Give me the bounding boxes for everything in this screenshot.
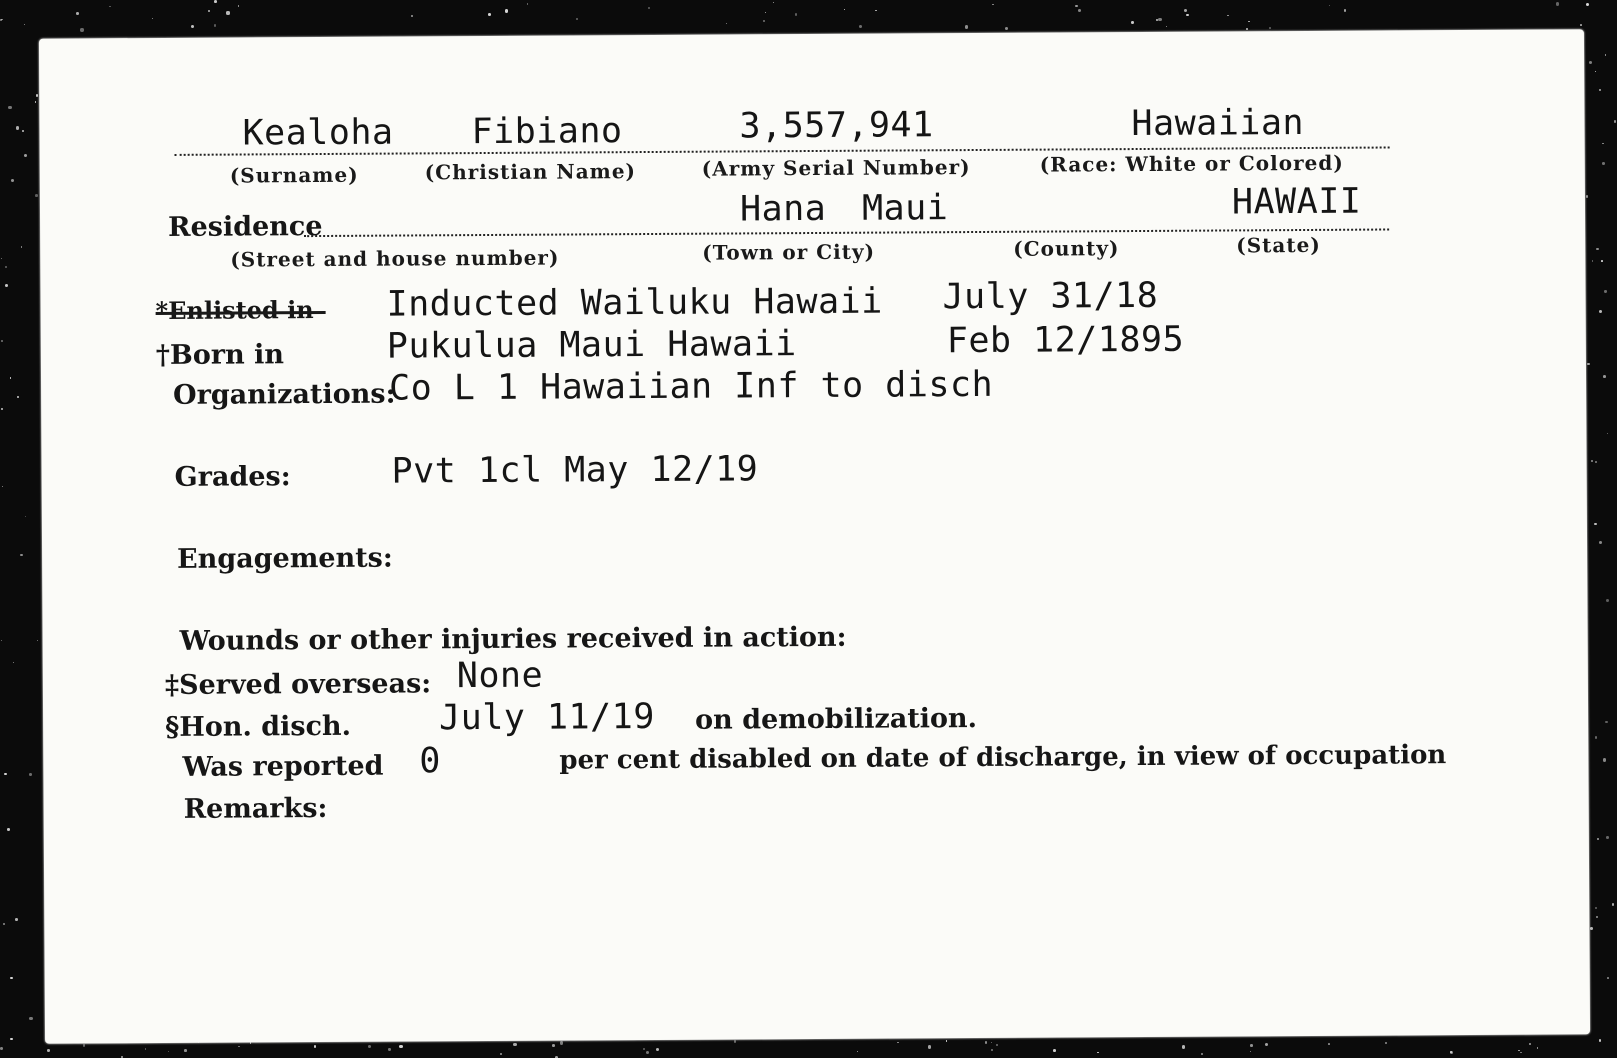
grades-label: Grades: [174,461,291,493]
christian-name-value: Fibiano [471,111,623,153]
noise-speck [1078,9,1081,12]
noise-speck [1590,927,1593,930]
remarks-label: Remarks: [183,792,328,825]
noise-speck [1601,260,1603,262]
noise-speck [368,1045,371,1048]
noise-speck [1,408,2,409]
noise-speck [1607,977,1609,979]
noise-speck [1250,1044,1253,1047]
noise-speck [1246,28,1248,30]
noise-speck [5,284,8,287]
noise-speck [1186,14,1188,16]
noise-speck [1328,1043,1330,1045]
enlisted-date: July 31/18 [942,275,1159,318]
disability-suffix: per cent disabled on date of discharge, in view of occupation [559,740,1447,776]
noise-speck [946,1040,948,1042]
enlisted-value: Inducted Wailuku Hawaii [386,281,883,325]
noise-speck [7,828,10,831]
engagements-label: Engagements: [177,542,393,575]
noise-speck [1594,523,1597,526]
noise-speck [1596,916,1598,918]
noise-speck [11,179,14,182]
street-caption: (Street and house number) [230,245,560,272]
noise-speck [726,23,727,24]
born-date: Feb 12/1895 [946,319,1185,362]
noise-speck [1537,1047,1538,1048]
race-value: Hawaiian [1131,103,1305,145]
noise-speck [1595,461,1597,463]
noise-speck [1599,89,1600,90]
noise-speck [399,1045,402,1048]
state-caption: (State) [1236,232,1321,258]
noise-speck [1592,260,1594,262]
noise-speck [8,106,11,109]
residence-label: Residence [168,211,323,243]
noise-speck [1587,363,1590,366]
noise-speck [488,13,491,16]
born-value: Pukulua Maui Hawaii [386,324,797,367]
noise-speck [875,10,876,11]
noise-speck [1586,3,1589,6]
noise-speck [1,340,3,342]
noise-speck [76,12,79,15]
noise-speck [1595,71,1596,72]
noise-speck [1606,836,1609,839]
noise-speck [734,1040,737,1043]
noise-speck [513,1043,516,1046]
discharge-value: July 11/19 [438,696,655,739]
noise-speck [214,0,217,3]
noise-speck [1450,1051,1453,1054]
noise-speck [897,1042,899,1044]
noise-speck [500,1053,502,1055]
noise-speck [991,1042,992,1043]
residence-dotted-line [304,228,1389,237]
noise-speck [928,1045,931,1048]
noise-speck [765,12,766,13]
noise-speck [152,18,154,20]
noise-speck [0,19,1,20]
noise-speck [1595,907,1597,909]
noise-speck [17,396,19,398]
noise-speck [314,1045,316,1047]
disability-value: 0 [419,741,442,782]
noise-speck [47,1049,50,1052]
noise-speck [168,1051,169,1052]
noise-speck [35,194,38,197]
noise-speck [29,1017,32,1020]
noise-speck [214,24,217,27]
noise-speck [24,154,27,157]
noise-speck [1520,1052,1521,1053]
noise-speck [643,1048,645,1050]
noise-speck [1,640,2,641]
noise-speck [1269,27,1271,29]
noise-speck [1166,26,1167,27]
born-label: †Born in [155,339,285,372]
noise-speck [1586,195,1588,197]
noise-speck [1602,162,1605,165]
noise-speck [35,101,37,103]
noise-speck [1614,120,1616,122]
noise-speck [1603,758,1606,761]
noise-speck [21,246,23,248]
noise-speck [648,7,650,9]
noise-speck [646,1051,649,1054]
noise-speck [1156,19,1158,21]
town-caption: (Town or City) [702,239,876,265]
noise-speck [1344,9,1347,12]
noise-speck [992,4,994,6]
noise-speck [16,126,19,129]
noise-speck [109,6,111,8]
noise-speck [1599,1039,1602,1042]
noise-speck [1589,61,1592,64]
noise-speck [1182,1045,1185,1048]
noise-speck [965,25,968,28]
noise-speck [991,1049,993,1051]
noise-speck [10,977,13,980]
noise-speck [1599,541,1602,544]
noise-speck [1607,433,1608,434]
noise-speck [859,25,862,28]
noise-speck [1053,1049,1056,1052]
noise-speck [238,5,240,7]
noise-speck [1604,290,1606,292]
race-caption: (Race: White or Colored) [1039,150,1344,177]
grades-value: Pvt 1cl May 12/19 [391,449,759,492]
noise-speck [795,13,797,15]
noise-speck [1227,15,1229,17]
christian-name-caption: (Christian Name) [424,159,637,185]
wounds-label: Wounds or other injuries received in action: [179,621,847,657]
noise-speck [1605,54,1607,56]
noise-speck [857,1051,858,1052]
noise-speck [1605,721,1607,723]
noise-speck [10,377,11,378]
noise-speck [505,9,508,12]
serial-number-value: 3,557,941 [739,105,934,147]
noise-speck [1385,1042,1387,1044]
noise-speck [36,94,39,97]
discharge-suffix: on demobilization. [695,703,978,736]
noise-speck [29,773,32,776]
organizations-value: Co L 1 Hawaiian Inf to disch [388,364,994,409]
county-caption: (County) [1013,236,1120,261]
noise-speck [1606,599,1609,602]
noise-speck [1599,310,1602,313]
noise-speck [1597,838,1599,840]
noise-speck [527,3,529,5]
noise-speck [208,10,210,12]
noise-speck [25,516,26,517]
noise-speck [1603,375,1606,378]
noise-speck [238,1046,240,1048]
noise-speck [1201,1053,1203,1055]
enlisted-label: *Enlisted in [155,295,314,326]
noise-speck [996,1044,998,1046]
noise-speck [1131,21,1134,24]
noise-speck [1250,1051,1251,1052]
residence-county-value: Maui [861,188,949,229]
noise-speck [1005,27,1008,30]
noise-speck [1596,248,1599,251]
disability-label: Was reported [182,750,384,783]
noise-speck [1248,21,1250,23]
noise-speck [4,773,6,775]
noise-speck [1556,2,1559,5]
noise-speck [1265,1043,1268,1046]
noise-speck [2,486,3,487]
serial-number-caption: (Army Serial Number) [701,155,971,181]
noise-speck [226,11,229,14]
noise-speck [1529,1043,1531,1045]
noise-speck [250,1042,252,1044]
noise-speck [80,28,83,31]
noise-speck [1158,18,1161,21]
noise-speck [1612,903,1615,906]
noise-speck [844,9,845,10]
noise-speck [1184,9,1187,12]
noise-speck [20,554,23,557]
noise-speck [576,18,578,20]
noise-speck [411,15,413,17]
noise-speck [1518,1050,1519,1051]
noise-speck [184,1049,187,1052]
noise-speck [37,640,39,642]
discharge-label: §Hon. disch. [165,710,352,743]
noise-speck [145,1048,147,1050]
noise-speck [773,2,774,3]
surname-caption: (Surname) [229,162,359,188]
noise-speck [985,1041,988,1044]
noise-speck [1580,24,1582,26]
noise-speck [22,130,24,132]
noise-speck [1602,143,1604,145]
noise-speck [13,662,14,663]
service-record-card [39,29,1590,1043]
organizations-label: Organizations: [173,378,396,411]
overseas-label: ‡Served overseas: [164,668,432,701]
noise-speck [1595,736,1598,739]
noise-speck [1591,460,1593,462]
noise-speck [763,20,765,22]
residence-town-value: Hana [739,188,827,230]
noise-speck [24,24,25,25]
noise-speck [1097,1052,1099,1054]
noise-speck [10,1038,12,1040]
noise-speck [3,923,5,925]
residence-state-value: HAWAII [1231,181,1362,223]
noise-speck [0,1047,3,1050]
noise-speck [1075,5,1077,7]
noise-speck [1,258,2,259]
noise-speck [552,1044,555,1047]
noise-speck [388,1048,390,1050]
noise-speck [560,1041,563,1044]
noise-speck [1329,5,1330,6]
noise-speck [83,1044,85,1046]
surname-value: Kealoha [242,112,394,154]
noise-speck [656,1048,659,1051]
overseas-value: None [456,655,544,697]
noise-speck [15,918,18,921]
noise-speck [191,25,194,28]
noise-speck [5,266,7,268]
